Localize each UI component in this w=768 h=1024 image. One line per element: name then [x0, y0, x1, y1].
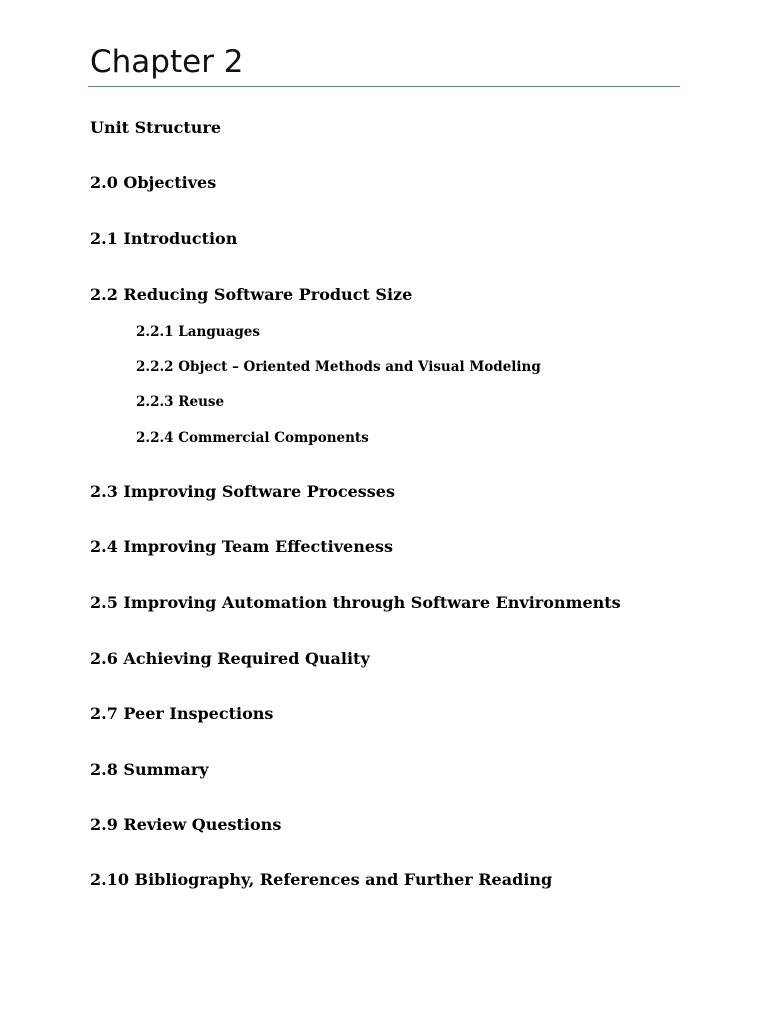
toc-item-2-2-2: 2.2.2 Object – Oriented Methods and Visual Modeling	[136, 359, 541, 375]
toc-item-2-2-4: 2.2.4 Commercial Components	[136, 430, 369, 446]
toc-item-2-3: 2.3 Improving Software Processes	[90, 482, 395, 501]
toc-item-2-2: 2.2 Reducing Software Product Size	[90, 285, 413, 304]
title-underline-rule	[88, 86, 680, 87]
chapter-title: Chapter 2	[90, 44, 244, 80]
toc-item-2-2-3: 2.2.3 Reuse	[136, 394, 225, 410]
toc-item-2-6: 2.6 Achieving Required Quality	[90, 649, 370, 668]
toc-item-2-5: 2.5 Improving Automation through Software Environments	[90, 593, 621, 612]
toc-item-2-8: 2.8 Summary	[90, 760, 209, 779]
toc-item-2-2-1: 2.2.1 Languages	[136, 324, 260, 340]
toc-item-2-7: 2.7 Peer Inspections	[90, 704, 274, 723]
toc-item-2-9: 2.9 Review Questions	[90, 815, 282, 834]
toc-unit-structure: Unit Structure	[90, 118, 222, 137]
toc-item-2-1: 2.1 Introduction	[90, 229, 238, 248]
toc-item-2-4: 2.4 Improving Team Effectiveness	[90, 537, 394, 556]
toc-item-2-0: 2.0 Objectives	[90, 173, 217, 192]
toc-item-2-10: 2.10 Bibliography, References and Further Reading	[90, 870, 553, 889]
